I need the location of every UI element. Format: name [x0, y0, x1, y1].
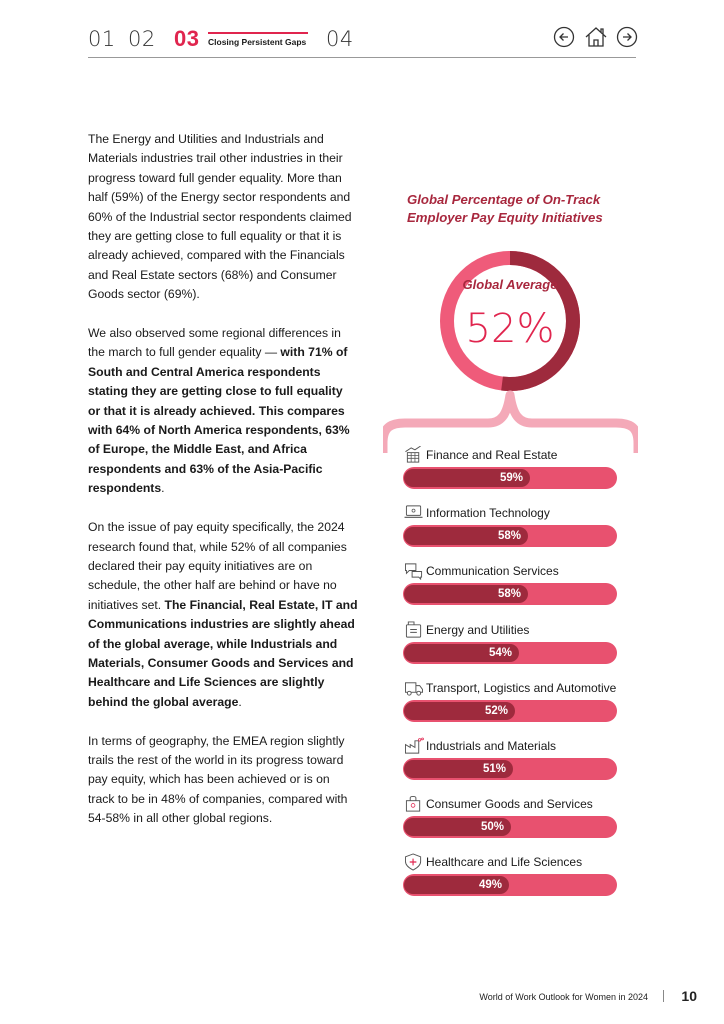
section-tab-03-label[interactable]: Closing Persistent Gaps	[208, 37, 307, 47]
laptop-icon	[403, 504, 425, 522]
bar-label: Transport, Logistics and Automotive	[426, 680, 617, 695]
page-number: 10	[681, 988, 697, 1004]
paragraph-2-text: We also observed some regional differences in the march to full gender equality —	[88, 326, 341, 360]
paragraph-2-end: .	[161, 481, 165, 496]
bar-value: 51%	[482, 763, 506, 775]
bar-row	[403, 621, 619, 667]
bar-value: 54%	[488, 646, 512, 659]
paragraph-2-bold: with 71% of South and Central America respondents stating they are getting close to full equality or that it is already achieved. This compares with 64% of North America respondents, 63% of Europe, the Middle East, and Africa respondents and 63% of the Asia-Pacific respondents	[88, 345, 350, 496]
paragraph-1: The Energy and Utilities and Industrials and Materials industries trail other industries in their progress toward full gender equality. More than half (59%) of the Energy sector respondents and 60% of the Industrial sector respondents claimed they are getting close to full equality or that it is already achieved, compared with the Financials and Real Estate sectors (68%) and Consumer Goods sector (69%).	[88, 132, 352, 302]
factory-icon	[403, 737, 425, 755]
bar-value: 58%	[497, 530, 521, 543]
paragraph-4: In terms of geography, the EMEA region slightly trails the rest of the world in its progress toward pay equity, which has been achieved or is on track to be in 48% of companies, compared with 54-58% in all other global regions.	[88, 733, 348, 826]
paragraph-3-text: On the issue of pay equity specifically, the 2024 research found that, while 52% of all companies declared their pay equity initiatives are on schedule, the other half are behind or have no initiatives set.	[88, 520, 347, 612]
section-tab-01[interactable]: 01	[88, 27, 116, 51]
paragraph-3-end: .	[238, 694, 242, 709]
bar-row	[403, 737, 619, 783]
bar-label: Finance and Real Estate	[426, 448, 558, 462]
paragraph-2	[88, 324, 358, 499]
bar-label: Consumer Goods and Services	[426, 797, 593, 812]
chart-title: Global Percentage of On-Track Employer Pay Equity Initiatives	[407, 192, 603, 225]
shopping-bag-icon	[403, 795, 425, 813]
active-section-underline	[208, 32, 308, 34]
bar-label: Healthcare and Life Sciences	[426, 855, 583, 870]
bar-label: Communication Services	[426, 564, 559, 579]
global-average-value: 52%	[465, 306, 555, 352]
energy-device-icon	[403, 621, 425, 639]
bar-value: 58%	[497, 588, 521, 601]
header-rule	[88, 57, 636, 58]
arrow-right-icon[interactable]	[616, 26, 638, 48]
bar-label: Information Technology	[426, 506, 550, 521]
paragraph-3	[88, 518, 358, 712]
section-tab-04[interactable]: 04	[326, 27, 354, 51]
shield-cross-icon	[403, 853, 425, 871]
bar-label: Energy and Utilities	[426, 622, 530, 637]
home-icon[interactable]	[584, 26, 608, 48]
bar-row	[403, 562, 619, 608]
footer-separator	[663, 990, 664, 1002]
body-text	[88, 130, 358, 848]
bar-value: 52%	[484, 704, 508, 717]
paragraph-3-bold: The Financial, Real Estate, IT and Communications industries are slightly ahead of the global average, while Industrials and Materials, Consumer Goods and Services and Healthcare and Life Sciences are slightly behind the global average	[88, 597, 358, 709]
bar-value: 59%	[499, 472, 523, 484]
bar-row	[403, 795, 619, 841]
bar-row	[403, 446, 619, 492]
bar-value: 49%	[478, 879, 502, 892]
global-average-label: Global Average	[462, 277, 558, 292]
bar-row	[403, 679, 619, 725]
footer-doc-title: World of Work Outlook for Women in 2024	[479, 992, 648, 1002]
section-tab-03[interactable]: 03	[174, 26, 200, 51]
arrow-left-icon[interactable]	[553, 26, 575, 48]
bar-label: Industrials and Materials	[426, 739, 557, 753]
chat-bubbles-icon	[403, 562, 425, 580]
bar-row	[403, 853, 619, 899]
bar-row	[403, 504, 619, 550]
truck-icon	[403, 679, 425, 697]
building-chart-icon	[403, 446, 425, 464]
section-tab-02[interactable]: 02	[128, 27, 156, 51]
bar-value: 50%	[480, 821, 504, 834]
